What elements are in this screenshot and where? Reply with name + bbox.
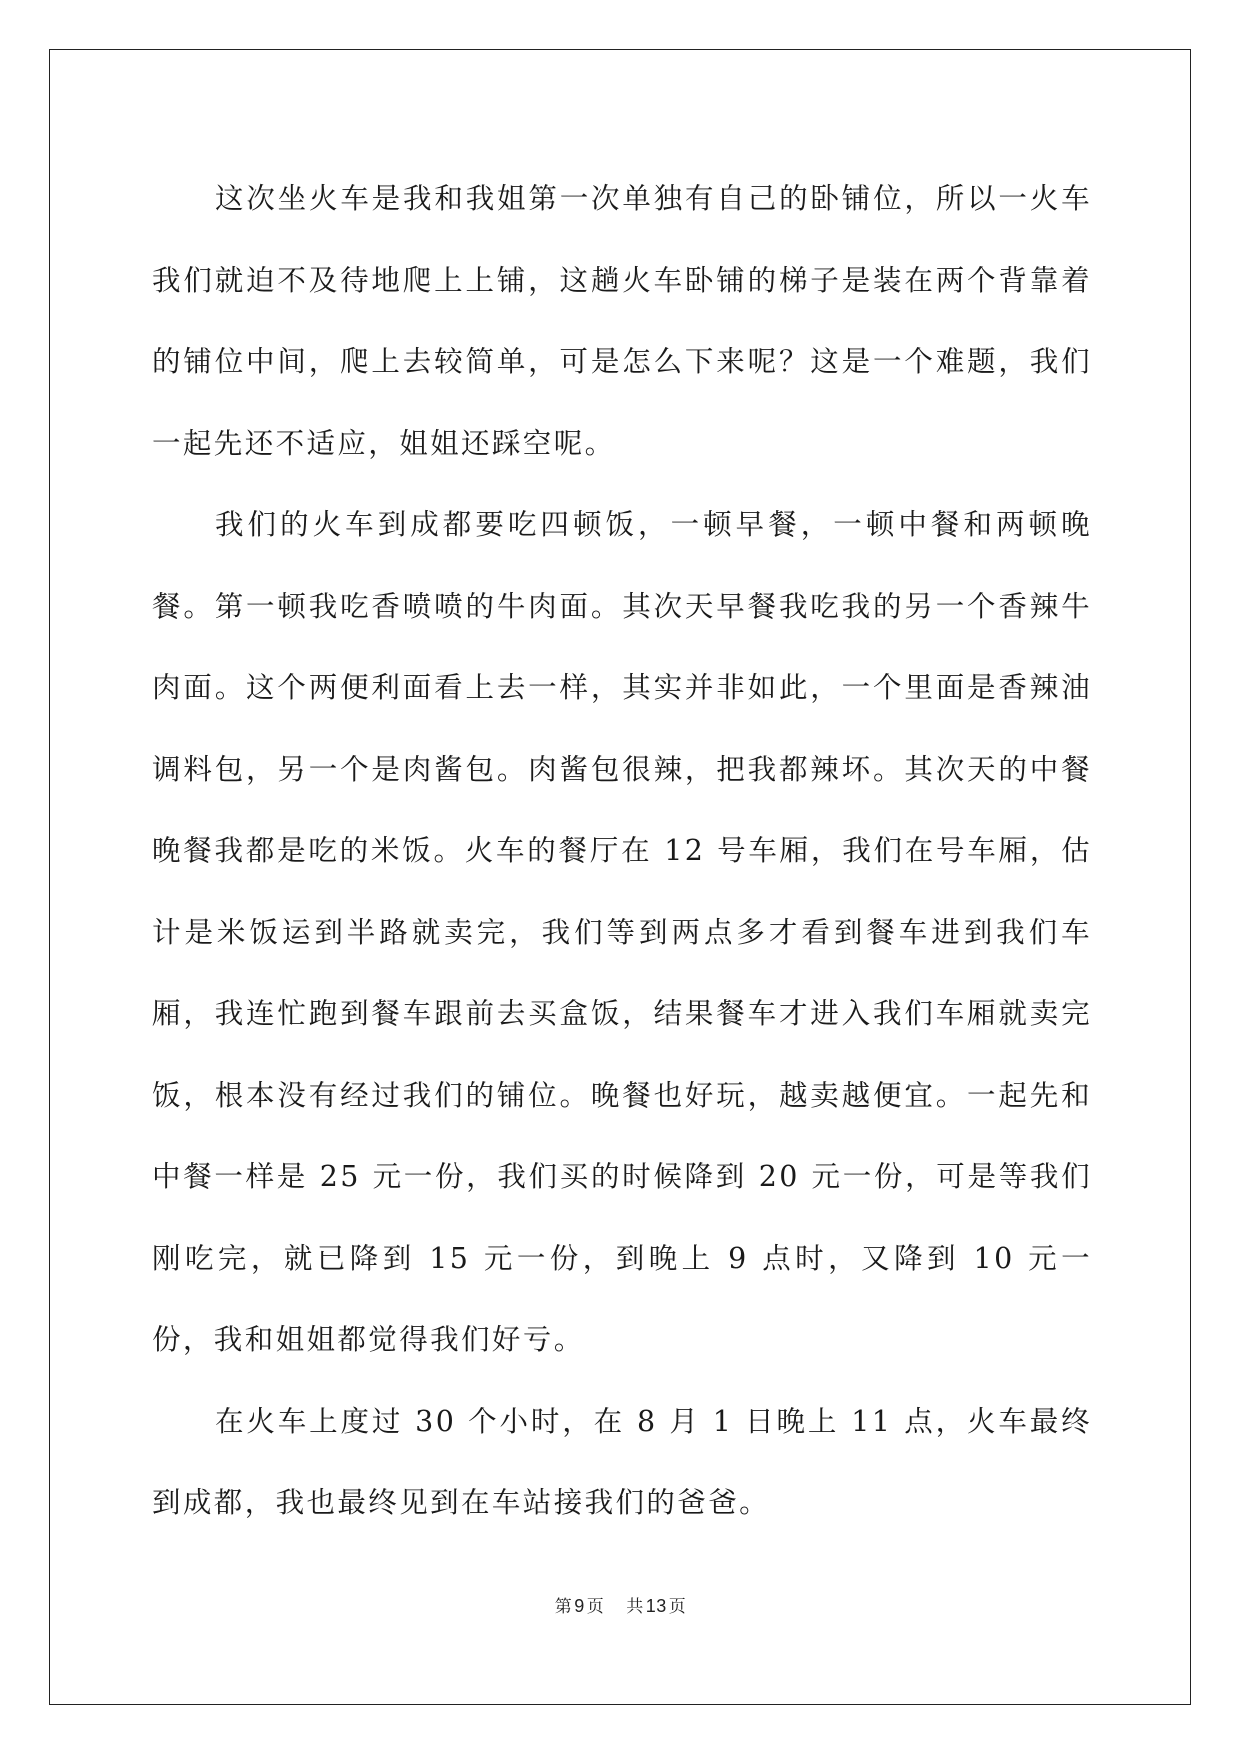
- page-footer: [0, 1592, 1241, 1617]
- paragraph-3: 在火车上度过 30 个小时，在 8 月 1 日晚上 11 点，火车最终到成都，我也最终见到在车站接我们的爸爸。: [152, 1404, 1092, 1519]
- paragraph-2: 我们的火车到成都要吃四顿饭，一顿早餐，一顿中餐和两顿晚餐。第一顿我吃香喷喷的牛肉面。其次天早餐我吃我的另一个香辣牛肉面。这个两便利面看上去一样，其实并非如此，一个里面是香辣油调料包，另一个是肉酱包。肉酱包很辣，把我都辣坏。其次天的中餐晚餐我都是吃的米饭。火车的餐厅在 12 号车厢，我们在号车厢，估计是米饭运到半路就卖完，我们等到两点多才看到餐车进到我们车厢，我连忙跑到餐车跟前去买盒饭，结果餐车才进入我们车厢就卖完饭，根本没有经过我们的铺位。晚餐也好玩，越卖越便宜。一起先和中餐一样是 25 元一份，我们买的时候降到 20 元一份，可是等我们刚吃完，就已降到 15 元一份，到晚上 9 点时，又降到 10 元一份，我和姐姐都觉得我们好亏。: [152, 508, 1092, 1356]
- total-pages: 13: [645, 1596, 667, 1616]
- total-suffix: 页: [668, 1597, 687, 1617]
- page-suffix: 页: [586, 1597, 605, 1617]
- page-prefix: 第: [554, 1597, 573, 1617]
- page-number: 9: [574, 1596, 585, 1616]
- total-prefix: 共: [626, 1597, 644, 1617]
- paragraph-1: 这次坐火车是我和我姐第一次单独有自己的卧铺位，所以一火车我们就迫不及待地爬上上铺，这趟火车卧铺的梯子是装在两个背靠着的铺位中间，爬上去较简单，可是怎么下来呢？这是一个难题，我们一起先还不适应，姐姐还踩空呢。: [152, 182, 1092, 460]
- document-body: [152, 158, 1092, 1544]
